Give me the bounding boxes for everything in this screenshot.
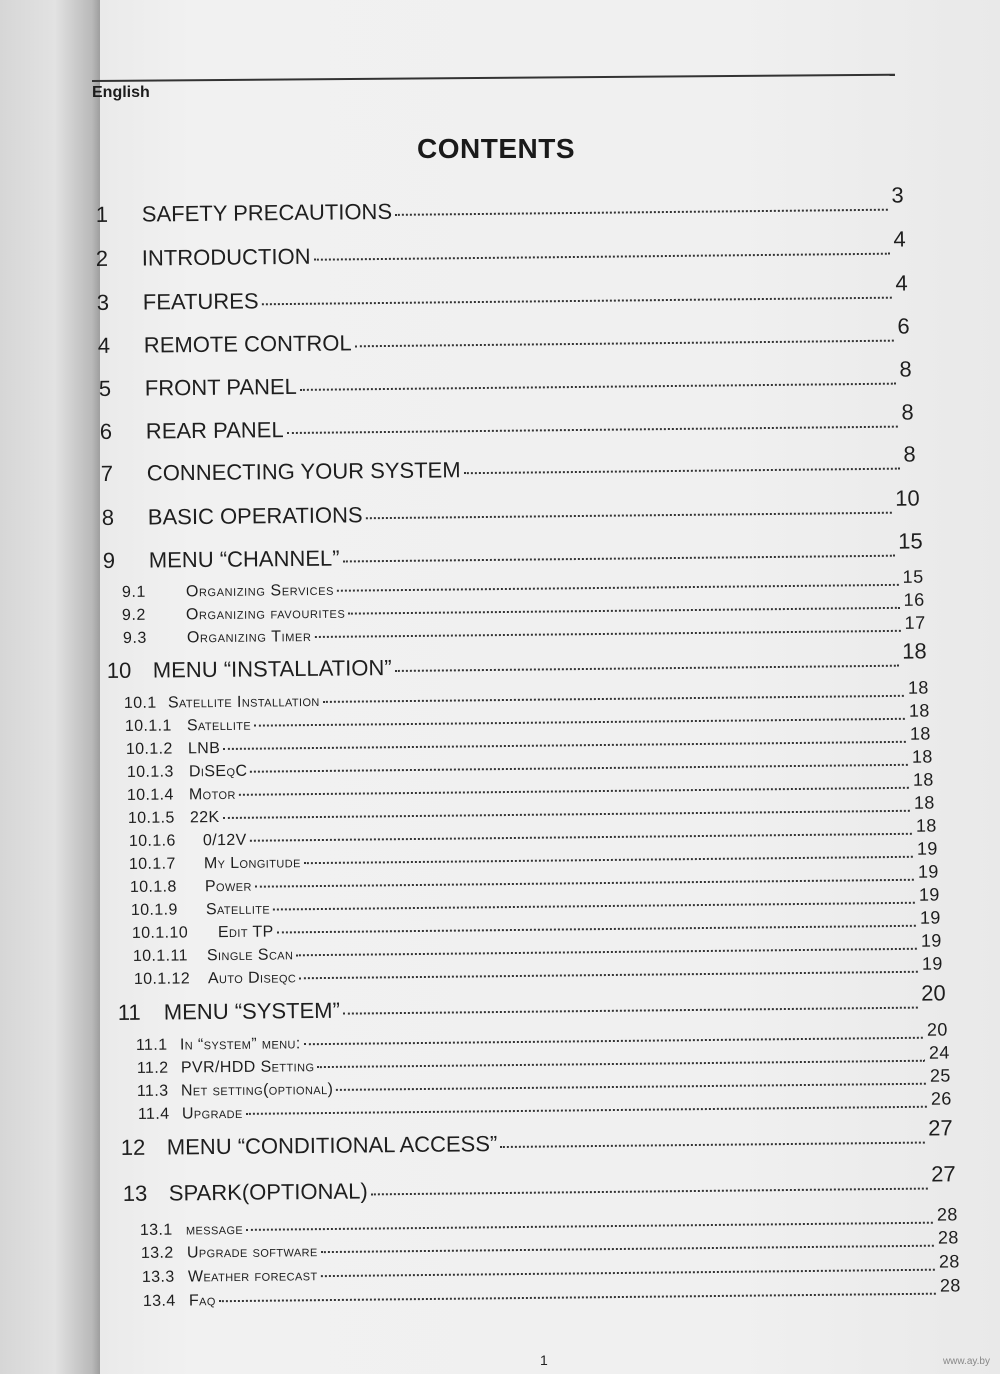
toc-entry-title: Auto Diseqc (207, 969, 297, 988)
toc-entry-page: 18 (907, 677, 929, 698)
toc-entry-title: Edit TP (217, 923, 274, 942)
dot-leader (250, 833, 912, 842)
toc-entry-title: 0/12V (202, 831, 247, 850)
toc-entry-title: CONNECTING YOUR SYSTEM (146, 457, 461, 486)
toc-entry-number: 1 (95, 201, 109, 228)
toc-entry-title: Satellite Installation (167, 692, 320, 712)
toc-entry-page: 27 (931, 1161, 956, 1187)
toc-entry-number: 10.1.12 (133, 970, 191, 989)
toc-entry-page: 8 (903, 441, 916, 467)
toc-entry-title: REAR PANEL (145, 417, 284, 444)
toc-entry-number: 10.1.3 (126, 763, 174, 782)
toc-entry-title: SAFETY PRECAUTIONS (141, 198, 393, 227)
toc-entry-number: 13.2 (140, 1244, 174, 1262)
dot-leader (246, 1106, 927, 1115)
toc-entry-number: 11.1 (135, 1036, 168, 1054)
dot-leader (323, 695, 904, 703)
dot-leader (343, 1007, 918, 1015)
toc-entry-page: 19 (919, 907, 941, 928)
toc-entry-number: 10 (106, 657, 132, 684)
toc-entry-title: Power (204, 877, 252, 896)
toc-entry-number: 9.2 (121, 606, 147, 625)
dot-leader (317, 1060, 925, 1068)
toc-entry-number: 7 (100, 460, 114, 487)
toc-entry-number: 11 (117, 999, 141, 1025)
dot-leader (296, 948, 917, 957)
dot-leader (500, 1142, 924, 1148)
toc-entry-number: 13.1 (139, 1221, 173, 1239)
toc-entry-page: 28 (939, 1275, 961, 1296)
dot-leader (464, 468, 900, 475)
contents-heading-text: CONTENTS (417, 133, 575, 164)
dot-leader (371, 1188, 928, 1196)
dot-leader (395, 209, 888, 216)
dot-leader (255, 879, 914, 888)
toc-entry-title: FEATURES (142, 288, 259, 315)
toc-entry-title: REMOTE CONTROL (143, 330, 352, 358)
toc-entry-page: 19 (920, 930, 942, 951)
toc-entry-page: 19 (916, 838, 938, 859)
toc-entry-page: 19 (918, 884, 940, 905)
dot-leader (343, 555, 895, 563)
toc-entry (95, 182, 904, 228)
toc-entry-page: 4 (895, 270, 908, 296)
dot-leader (273, 902, 915, 911)
toc-entry-page: 17 (904, 612, 926, 633)
toc-entry (99, 399, 914, 445)
toc-entry-number: 10.1.1 (124, 717, 172, 736)
toc-entry-page: 8 (901, 399, 914, 425)
dot-leader (299, 971, 918, 979)
dot-leader (287, 426, 898, 434)
toc-entry-number: 10.1.9 (130, 901, 178, 920)
dot-leader (300, 383, 896, 391)
toc-entry-number: 10.1.11 (132, 947, 188, 966)
dot-leader (304, 856, 913, 864)
toc-entry-page: 6 (897, 313, 910, 339)
toc-entry-page: 28 (936, 1204, 958, 1225)
toc-entry-page: 16 (903, 589, 925, 610)
dot-leader (254, 718, 905, 727)
toc-entry-number: 10.1 (123, 694, 157, 713)
toc-entry-title: Organizing favourites (185, 604, 346, 624)
dot-leader (321, 1269, 936, 1277)
toc-entry-page: 28 (937, 1227, 959, 1248)
dot-leader (277, 925, 916, 934)
toc-entry-title: MENU “CHANNEL” (148, 545, 340, 573)
toc-entry-title: Upgrade software (186, 1243, 318, 1262)
toc-entry (101, 485, 920, 531)
toc-entry-page: 28 (938, 1251, 960, 1272)
dot-leader (262, 297, 892, 306)
toc-entry-page: 24 (928, 1042, 950, 1063)
toc-entry-number: 2 (95, 245, 109, 272)
toc-entry-page: 18 (909, 723, 931, 744)
toc-entry-title: SPARK(OPTIONAL) (168, 1178, 368, 1206)
dot-leader (223, 810, 910, 819)
toc-entry (98, 356, 912, 402)
dot-leader (219, 1293, 936, 1303)
toc-entry-title: In “system” menu: (179, 1035, 301, 1054)
toc-entry-title: Motor (188, 785, 236, 804)
dot-leader (366, 512, 892, 520)
toc-entry-title: FRONT PANEL (144, 373, 297, 401)
toc-entry-page: 8 (899, 356, 912, 382)
dot-leader (223, 741, 906, 750)
toc-entry-title: My Longitude (203, 854, 301, 873)
toc-entry-page: 19 (917, 861, 939, 882)
dot-leader (395, 665, 899, 672)
toc-entry-page: 19 (921, 953, 943, 974)
toc-entry (102, 528, 923, 574)
toc-entry-title: INTRODUCTION (141, 243, 311, 271)
toc-entry-title: Single Scan (206, 946, 294, 965)
toc-entry (122, 1161, 956, 1207)
page-number: 1 (540, 1352, 548, 1368)
toc-entry-title: BASIC OPERATIONS (147, 502, 363, 530)
toc-entry-number: 3 (96, 289, 110, 316)
watermark: www.ay.by (942, 1356, 990, 1367)
toc-entry-page: 15 (898, 528, 923, 554)
toc-entry-number: 9 (102, 547, 116, 574)
toc-entry-title: PVR/HDD Setting (180, 1058, 315, 1077)
toc-entry-number: 9.1 (121, 583, 147, 602)
dot-leader (250, 764, 908, 773)
toc-entry-title: Upgrade (181, 1104, 243, 1123)
toc-entry-page: 18 (911, 746, 933, 767)
toc-entry-title: Net setting(optional) (180, 1080, 334, 1100)
toc-entry (96, 270, 908, 316)
toc-entry-title: MENU “INSTALLATION” (152, 655, 392, 683)
toc-entry-title: MENU “CONDITIONAL ACCESS” (166, 1131, 498, 1160)
toc-entry-number: 8 (101, 504, 115, 531)
language-label: English (92, 84, 150, 101)
toc-entry-page: 15 (902, 566, 924, 587)
toc-entry-number: 5 (98, 375, 112, 402)
dot-leader (336, 1083, 926, 1091)
toc-entry-number: 11.3 (136, 1082, 169, 1100)
toc-entry-title: Organizing Services (185, 581, 335, 601)
dot-leader (355, 340, 894, 348)
dot-leader (337, 584, 899, 592)
toc-entry-number: 10.1.8 (129, 878, 177, 897)
toc-entry-page: 18 (912, 769, 934, 790)
toc-entry-page: 4 (893, 226, 906, 252)
toc-entry-title: message (185, 1220, 244, 1239)
toc-entry-number: 13 (122, 1180, 148, 1206)
toc-entry-number: 6 (99, 418, 113, 445)
toc-entry (100, 441, 916, 487)
toc-entry-page: 27 (928, 1115, 953, 1141)
toc-entry-page: 3 (891, 182, 904, 208)
toc-entry-number: 10.1.4 (126, 786, 174, 805)
toc-entry-page: 25 (929, 1065, 951, 1086)
toc-entry-number: 12 (120, 1134, 146, 1160)
toc-entry-title: Satellite (205, 900, 271, 919)
toc-entry-page: 26 (930, 1088, 952, 1109)
toc-entry (117, 980, 946, 1026)
toc-entry (97, 313, 910, 359)
toc-entry-page: 20 (921, 980, 946, 1006)
dot-leader (239, 787, 909, 796)
dot-leader (314, 630, 900, 638)
toc-entry-number: 13.4 (142, 1292, 176, 1310)
toc-entry-title: LNB (187, 740, 221, 758)
toc-entry-number: 10.1.5 (127, 809, 175, 828)
toc-entry-page: 18 (908, 700, 930, 721)
toc-entry-title: 22K (189, 809, 220, 827)
toc-entry-number: 11.2 (136, 1059, 169, 1077)
toc-entry-number: 10.1.10 (131, 924, 189, 943)
toc-entry (120, 1115, 953, 1161)
toc-entry-title: Weather forecast (187, 1267, 318, 1286)
toc-entry-title: MENU “SYSTEM” (163, 997, 340, 1025)
toc-entry-number: 10.1.2 (125, 740, 173, 759)
toc-entry (95, 226, 906, 272)
toc-entry-title: Organizing Timer (186, 628, 312, 647)
toc-entry-number: 10.1.6 (128, 832, 176, 851)
dot-leader (246, 1222, 933, 1231)
toc-entry-number: 9.3 (122, 629, 148, 648)
toc-entry-title: Satellite (186, 716, 252, 735)
toc-entry-number: 10.1.7 (128, 855, 176, 874)
toc-entry-page: 18 (902, 638, 927, 664)
dot-leader (348, 607, 899, 615)
toc-entry-number: 13.3 (141, 1268, 175, 1286)
toc-entry-number: 4 (97, 332, 111, 359)
toc-entry-title: DiSEqC (188, 762, 248, 781)
dot-leader (314, 253, 890, 261)
toc-entry-page: 20 (926, 1019, 948, 1040)
toc-entry-page: 18 (915, 815, 937, 836)
dot-leader (321, 1245, 934, 1253)
toc-entry-number: 11.4 (137, 1105, 170, 1123)
dot-leader (304, 1037, 923, 1045)
toc-entry-page: 10 (895, 485, 920, 511)
toc-entry-title: Faq (188, 1292, 216, 1310)
toc-entry-page: 18 (913, 792, 935, 813)
